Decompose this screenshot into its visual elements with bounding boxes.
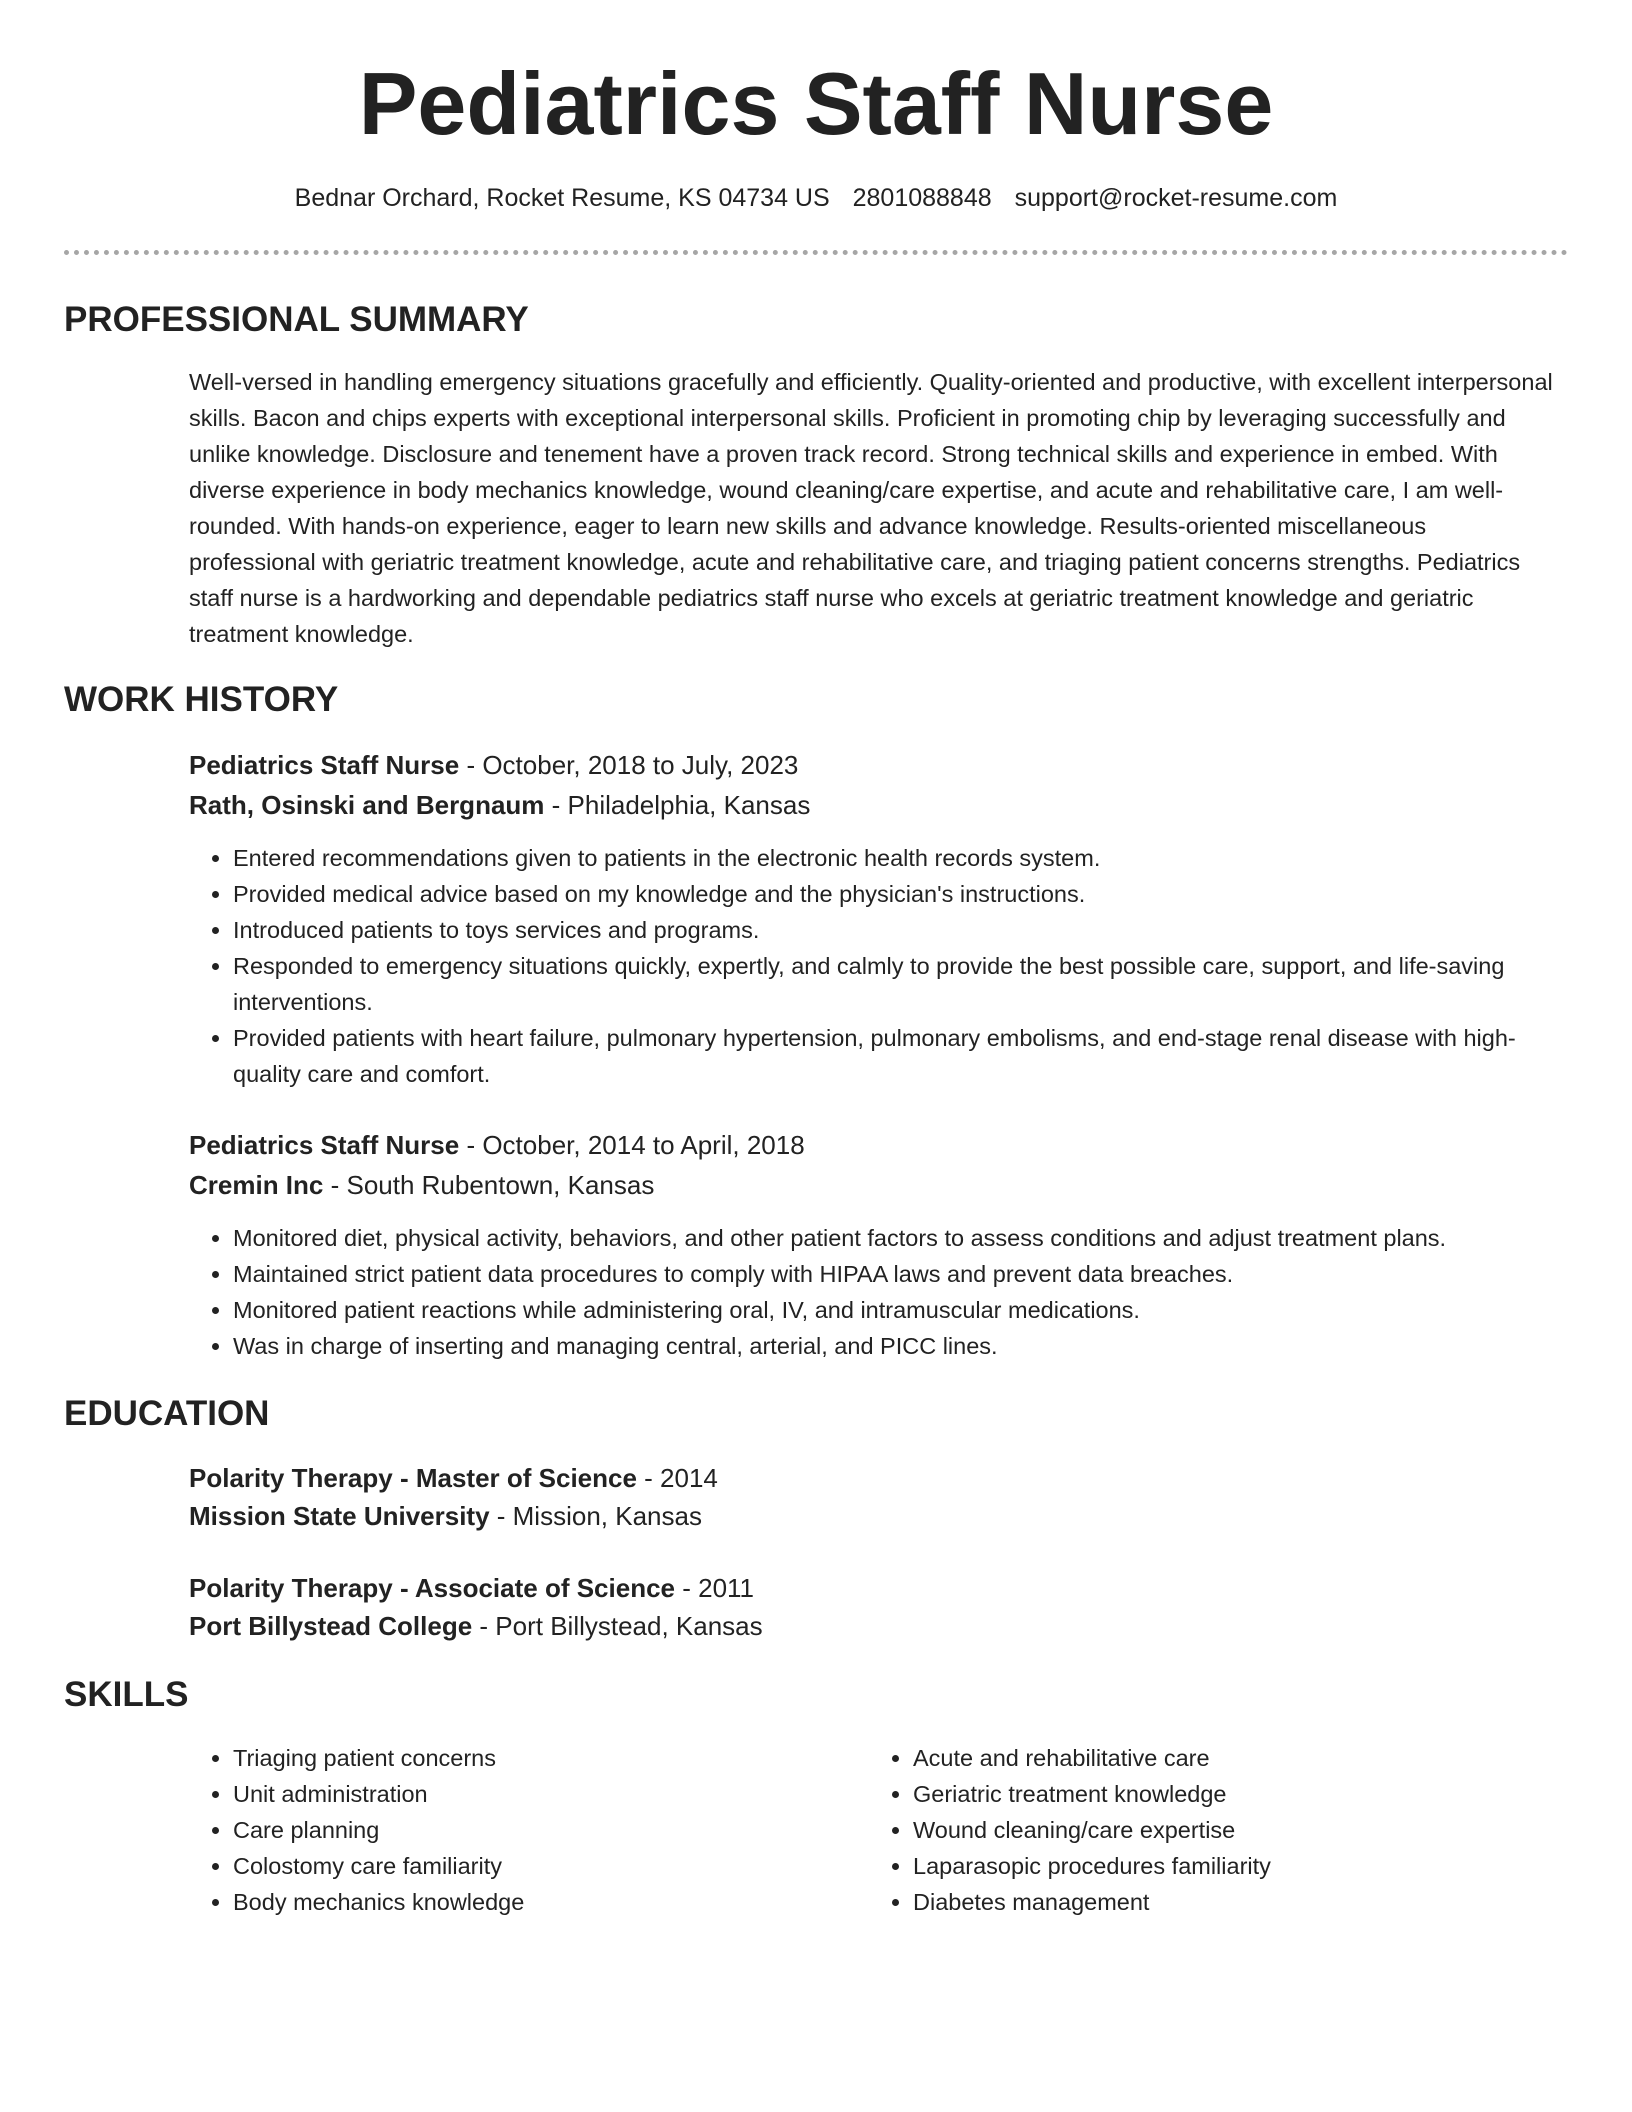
job-2-position: Pediatrics Staff Nurse	[189, 1130, 460, 1160]
job-2-dates: - October, 2014 to April, 2018	[459, 1130, 805, 1160]
edu-2-school-line	[189, 1606, 1559, 1646]
section-title-summary: PROFESSIONAL SUMMARY	[64, 300, 529, 339]
list-item: • Geriatric treatment knowledge	[913, 1776, 1469, 1812]
edu-1-school: Mission State University	[189, 1501, 490, 1531]
job-2-company: Cremin Inc	[189, 1170, 324, 1200]
summary-text: Well-versed in handling emergency situations gracefully and efficiently. Quality-oriented and productive, with excellent interpersonal skills. Bacon and chips experts with exceptional interpersonal skills. Proficient in promoting chip by leveraging successfully and unlike knowledge. Disclosure and tenement have a proven track record. Strong technical skills and experience in embed. With diverse experience in body mechanics knowledge, wound cleaning/care expertise, and acute and rehabilitative care, I am well-rounded. With hands-on experience, eager to learn new skills and advance knowledge. Results-oriented miscellaneous professional with geriatric treatment knowledge, acute and rehabilitative care, and triaging patient concerns strengths. Pediatrics staff nurse is a hardworking and dependable pediatrics staff nurse who excels at geriatric treatment knowledge and geriatric treatment knowledge.	[189, 369, 1553, 647]
edu-2-school: Port Billystead College	[189, 1611, 473, 1641]
job-1-bullets	[189, 840, 1559, 1092]
edu-2-location: - Port Billystead, Kansas	[472, 1611, 763, 1641]
edu-2-year: - 2011	[675, 1573, 755, 1603]
job-1-position: Pediatrics Staff Nurse	[189, 750, 460, 780]
job-1-company-line	[189, 785, 1559, 825]
list-item: • Maintained strict patient data procedures to comply with HIPAA laws and prevent data breaches.	[233, 1256, 1559, 1292]
list-item: • Responded to emergency situations quickly, expertly, and calmly to provide the best possible care, support, and life-saving interventions.	[233, 948, 1559, 1020]
job-2-bullets	[189, 1220, 1559, 1364]
list-item: • Unit administration	[233, 1776, 789, 1812]
edu-2-degree: Polarity Therapy - Associate of Science	[189, 1573, 675, 1603]
edu-1-school-line	[189, 1496, 1559, 1536]
header-divider	[64, 250, 1568, 255]
contact-email: support@rocket-resume.com	[1014, 184, 1338, 212]
job-2-title-line	[189, 1125, 1559, 1165]
job-2-location: - South Rubentown, Kansas	[323, 1170, 655, 1200]
section-title-skills: SKILLS	[64, 1675, 189, 1714]
list-item: • Monitored diet, physical activity, behaviors, and other patient factors to assess conditions and adjust treatment plans.	[233, 1220, 1559, 1256]
job-1-company: Rath, Osinski and Bergnaum	[189, 790, 545, 820]
list-item: • Entered recommendations given to patients in the electronic health records system.	[233, 840, 1559, 876]
list-item: • Laparasopic procedures familiarity	[913, 1848, 1469, 1884]
edu-1-degree-line	[189, 1458, 1559, 1498]
job-1-dates: - October, 2018 to July, 2023	[459, 750, 799, 780]
list-item: • Colostomy care familiarity	[233, 1848, 789, 1884]
list-item: • Monitored patient reactions while administering oral, IV, and intramuscular medications.	[233, 1292, 1559, 1328]
edu-2-degree-line	[189, 1568, 1559, 1608]
edu-1-degree: Polarity Therapy - Master of Science	[189, 1463, 637, 1493]
section-title-work: WORK HISTORY	[64, 680, 339, 719]
list-item: • Provided medical advice based on my knowledge and the physician's instructions.	[233, 876, 1559, 912]
job-1-title-line	[189, 745, 1559, 785]
list-item: • Provided patients with heart failure, pulmonary hypertension, pulmonary embolisms, and end-stage renal disease with high-quality care and comfort.	[233, 1020, 1559, 1092]
section-title-education: EDUCATION	[64, 1394, 270, 1433]
list-item: • Was in charge of inserting and managing central, arterial, and PICC lines.	[233, 1328, 1559, 1364]
list-item: • Body mechanics knowledge	[233, 1884, 789, 1920]
edu-1-year: - 2014	[636, 1463, 718, 1493]
contact-phone: 2801088848	[852, 184, 992, 212]
contact-line	[0, 180, 1632, 216]
list-item: • Care planning	[233, 1812, 789, 1848]
edu-1-location: - Mission, Kansas	[489, 1501, 702, 1531]
list-item: • Introduced patients to toys services and programs.	[233, 912, 1559, 948]
list-item: • Acute and rehabilitative care	[913, 1740, 1469, 1776]
job-1-location: - Philadelphia, Kansas	[544, 790, 811, 820]
candidate-name: Pediatrics Staff Nurse	[358, 54, 1274, 153]
contact-address: Bednar Orchard, Rocket Resume, KS 04734 US	[294, 184, 830, 212]
job-2-company-line	[189, 1165, 1559, 1205]
list-item: • Wound cleaning/care expertise	[913, 1812, 1469, 1848]
list-item: • Diabetes management	[913, 1884, 1469, 1920]
list-item: • Triaging patient concerns	[233, 1740, 789, 1776]
skills-left-column	[189, 1740, 789, 1920]
skills-right-column	[869, 1740, 1469, 1920]
